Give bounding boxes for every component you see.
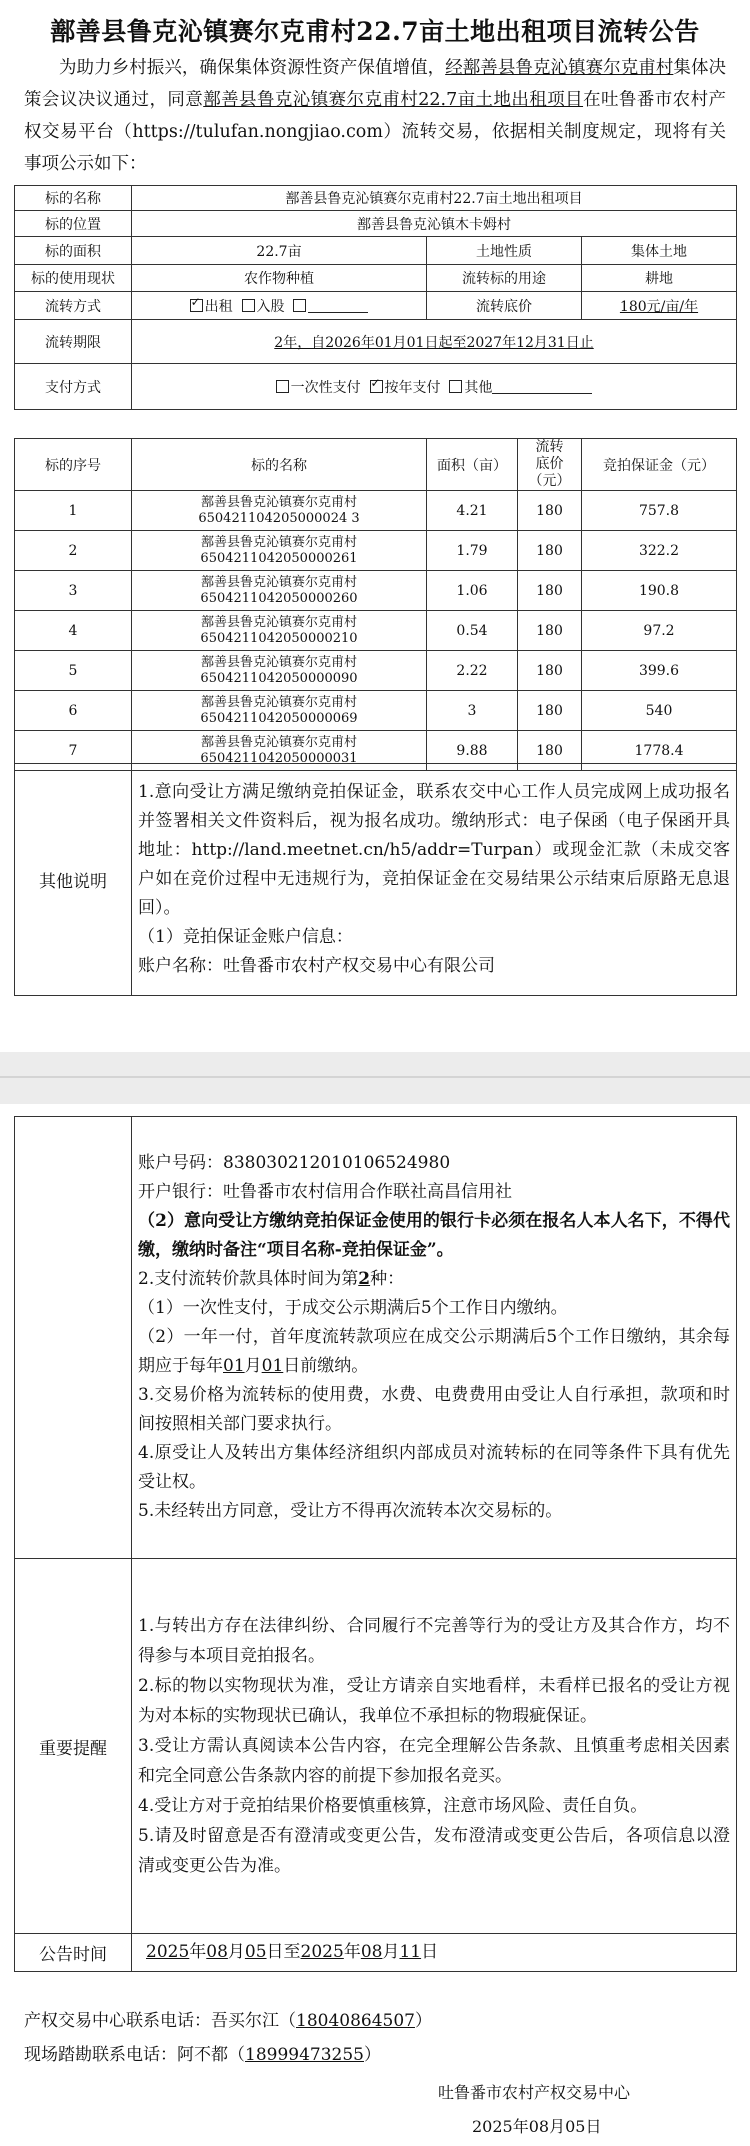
time-end-day: 11 (399, 1942, 422, 1962)
lots-header-no: 标的序号 (15, 439, 132, 491)
other-note-4: 账户号码：8380302120101065249​80 (138, 1153, 451, 1173)
lot-deposit: 190.8 (582, 571, 737, 611)
location-label: 标的位置 (15, 211, 132, 237)
checkbox-yearly[interactable] (370, 380, 383, 393)
lot-deposit: 757.8 (582, 491, 737, 531)
intro-underline-1: 经鄯善县鲁克沁镇赛尔克甫村 (445, 58, 674, 78)
other-note-9c: 月 (244, 1356, 262, 1376)
lot-no: 5 (15, 651, 132, 691)
other-note-3: 账户名称：吐鲁番市农村产权交易中心有限公司 (138, 956, 495, 976)
time-value (132, 1934, 737, 1972)
status-label: 标的使用现状 (15, 265, 132, 292)
time-start-year: 2025 (146, 1942, 190, 1962)
other-note-7a: 2.支付流转价款具体时间为第 (138, 1269, 359, 1289)
lot-code-text: 6504211042050000069 (200, 710, 358, 726)
lot-name-text: 鄯善县鲁克沁镇赛尔克甫村 (200, 734, 357, 750)
other-note-7b: 2 (358, 1269, 371, 1289)
lot-no: 3 (15, 571, 132, 611)
pay-option-other: 其他 (464, 379, 493, 396)
other-notes-table-part2 (14, 1116, 737, 1972)
checkbox-other[interactable] (293, 299, 306, 312)
signature-date: 2025年08月05日 (472, 2117, 602, 2136)
method-label: 流转方式 (15, 292, 132, 320)
lot-code-text: 6504211042050000261 (200, 550, 358, 566)
contact-1-label: 产权交易中心联系电话：吾买尔江（ (24, 2011, 296, 2031)
lot-code-text: 650421104205000024 3 (198, 510, 360, 526)
location-value: 鄯善县鲁克沁镇木卡姆村 (132, 211, 737, 237)
lot-price: 180 (518, 731, 582, 771)
lot-price: 180 (518, 651, 582, 691)
other-note-9b: 01 (223, 1356, 245, 1376)
pay-option-yearly: 按年支付 (384, 379, 441, 396)
lot-price: 180 (518, 571, 582, 611)
contact-2-label: 现场踏勘联系电话：阿不都（ (24, 2045, 245, 2065)
use-value: 耕地 (582, 265, 737, 292)
lot-name (132, 571, 427, 611)
time-end-year: 2025 (300, 1942, 344, 1962)
contact-1-end: ） (414, 2011, 432, 2031)
area-value: 22.7亩 (132, 237, 427, 265)
lot-code-text: 6504211042050000210 (200, 630, 358, 646)
lot-code-text: 6504211042050000260 (200, 590, 358, 606)
info-table (14, 185, 737, 410)
intro-text-3: 在吐鲁番市农村产权交易平台（https://tulufan.nongjiao.com）流转交易，依据相关制度规定，现将有关事项公示如下： (24, 90, 727, 174)
lot-no: 2 (15, 531, 132, 571)
lot-name (132, 531, 427, 571)
other-note-9 (138, 1323, 730, 1381)
lot-name-text: 鄯善县鲁克沁镇赛尔克甫村 (200, 654, 357, 670)
lot-name-text: 鄯善县鲁克沁镇赛尔克甫村 (200, 494, 357, 510)
lots-header-area: 面积（亩） (427, 439, 518, 491)
table-row (15, 651, 737, 691)
other-note-12: 5.未经转出方同意，受让方不得再次流转本次交易标的。 (138, 1501, 563, 1521)
floor-label: 流转底价 (427, 292, 582, 320)
contact-2-phone: 18999473255 (245, 2045, 364, 2065)
lots-header-price-1: 流转 (535, 439, 564, 455)
lots-header-name: 标的名称 (132, 439, 427, 491)
lot-price: 180 (518, 611, 582, 651)
intro-text-2: 集体决策会议决议通过，同意 (24, 58, 726, 110)
lot-name-text: 鄯善县鲁克沁镇赛尔克甫村 (200, 534, 357, 550)
table-row (15, 611, 737, 651)
lot-name-text: 鄯善县鲁克沁镇赛尔克甫村 (200, 694, 357, 710)
time-label: 公告时间 (15, 1934, 132, 1972)
lot-area: 9.88 (427, 731, 518, 771)
intro-underline-2: 鄯善县鲁克沁镇赛尔克甫村22.7亩土地出租项目 (203, 90, 584, 110)
lot-price: 180 (518, 691, 582, 731)
other-notes-content-1 (132, 764, 737, 996)
floor-value-text: 180元/亩/年 (619, 298, 699, 315)
period-value (132, 320, 737, 364)
other-note-9d: 01 (261, 1356, 284, 1376)
other-label-continued (15, 1117, 132, 1559)
contact-2-end: ） (363, 2045, 381, 2065)
name-value: 鄯善县鲁克沁镇赛尔克甫村22.7亩土地出租项目 (132, 186, 737, 211)
lot-area: 4.21 (427, 491, 518, 531)
remind-1: 1.与转出方存在法律纠纷、合同履行不完善等行为的受让方及其合作方，均不得参与本项目竞拍报名。 (138, 1616, 730, 1666)
other-notes-content-2 (132, 1117, 737, 1559)
area-label: 标的面积 (15, 237, 132, 265)
other-note-8: （1）一次性支付，于成交公示期满后5个工作日内缴纳。 (138, 1298, 568, 1318)
lots-header-price-2: 底价（元） (528, 456, 571, 489)
time-text-6: 日 (421, 1942, 439, 1962)
lot-name (132, 651, 427, 691)
remind-2: 2.标的物以实物现状为准，受让方请亲自实地看样，未看样已报名的受让方视为对本标的实物现状已确认，我单位不承担标的物瑕疵保证。 (138, 1676, 730, 1726)
lot-name (132, 491, 427, 531)
lot-deposit: 322.2 (582, 531, 737, 571)
time-end-month: 08 (360, 1942, 383, 1962)
time-text-1: 年 (189, 1942, 207, 1962)
remind-content (132, 1559, 737, 1934)
table-row (15, 691, 737, 731)
period-label: 流转期限 (15, 320, 132, 364)
checkbox-rent[interactable] (190, 299, 203, 312)
table-row (15, 491, 737, 531)
time-text-4: 年 (343, 1942, 361, 1962)
contact-2 (24, 2040, 381, 2065)
contact-1 (24, 2006, 432, 2031)
lot-price: 180 (518, 491, 582, 531)
pay-options (132, 364, 737, 410)
table-row (15, 571, 737, 611)
other-note-2: （1）竞拍保证金账户信息： (138, 927, 353, 947)
lots-header-deposit: 竞拍保证金（元） (582, 439, 737, 491)
use-label: 流转标的用途 (427, 265, 582, 292)
lots-body (15, 491, 737, 771)
other-note-9a: （2）一年一付，首年度流转款项应在成交公示期满后5个工作日缴纳，其余每期应于每年 (138, 1327, 730, 1376)
lot-area: 3 (427, 691, 518, 731)
other-note-5: 开户银行：吐鲁番市农村信用合作联社高昌信用社 (138, 1182, 512, 1202)
other-note-9e: 日前缴纳。 (283, 1356, 369, 1376)
other-note-7 (138, 1265, 730, 1294)
lot-name-text: 鄯善县鲁克沁镇赛尔克甫村 (200, 574, 357, 590)
lot-no: 6 (15, 691, 132, 731)
remind-4: 4.受让方对于竞拍结果价格要慎重核算，注意市场风险、责任自负。 (138, 1796, 648, 1816)
lot-deposit: 399.6 (582, 651, 737, 691)
time-text-5: 月 (382, 1942, 400, 1962)
lots-header-price (518, 439, 582, 491)
other-note-10: 3.交易价格为流转标的使用费，水费、电费费用由受让人自行承担，款项和时间按照相关部门要求执行。 (138, 1385, 730, 1434)
lot-name (132, 611, 427, 651)
method-option-share: 入股 (256, 298, 285, 315)
lot-name (132, 691, 427, 731)
lot-area: 1.79 (427, 531, 518, 571)
lot-area: 1.06 (427, 571, 518, 611)
page-divider (0, 1052, 750, 1104)
pay-label: 支付方式 (15, 364, 132, 410)
table-row (15, 531, 737, 571)
lot-no: 1 (15, 491, 132, 531)
intro-paragraph (24, 52, 726, 180)
lot-code-text: 6504211042050000031 (200, 750, 358, 766)
time-text-3: 日至 (266, 1942, 301, 1962)
status-value: 农作物种植 (132, 265, 427, 292)
lot-deposit: 1778.4 (582, 731, 737, 771)
intro-text-1: 为助力乡村振兴，确保集体资源性资产保值增值， (59, 58, 446, 78)
lot-no: 4 (15, 611, 132, 651)
other-note-7c: 种： (370, 1269, 405, 1289)
pay-other-blank (492, 379, 592, 394)
lots-table (14, 438, 737, 771)
remind-label: 重要提醒 (15, 1559, 132, 1934)
page-title: 鄯善县鲁克沁镇赛尔克甫村22.7亩土地出租项目流转公告 (50, 17, 700, 46)
checkbox-pay-other[interactable] (449, 380, 462, 393)
method-other-blank (308, 298, 368, 313)
remind-3: 3.受让方需认真阅读本公告内容，在完全理解公告条款、且慎重考虑相关因素和完全同意公告条款内容的前提下参加报名竞买。 (138, 1736, 730, 1786)
pay-option-lump-sum: 一次性支付 (290, 379, 361, 396)
time-start-day: 05 (244, 1942, 267, 1962)
nature-value: 集体土地 (582, 237, 737, 265)
name-label: 标的名称 (15, 186, 132, 211)
contact-1-phone: 18040864507 (296, 2011, 415, 2031)
method-options (132, 292, 427, 320)
other-notes-table-part1 (14, 763, 737, 996)
other-note-11: 4.原受让人及转出方集体经济组织内部成员对流转标的在同等条件下具有优先受让权。 (138, 1443, 730, 1492)
lot-no: 7 (15, 731, 132, 771)
other-note-1: 1.意向受让方满足缴纳竞拍保证金，联系农交中心工作人员完成网上成功报名并签署相关文件资料后，视为报名成功。缴纳形式：电子保函（电子保函开具地址：http://land.meetnet.cn/h5/addr=Turpan）或现金汇款（未成交客户如在竞价过程中无违规行为，竞拍保证金在交易结果公示结束后原路无息退回）。 (138, 782, 730, 918)
lot-code-text: 6504211042050000090 (200, 670, 358, 686)
time-text-2: 月 (227, 1942, 245, 1962)
remind-5: 5.请及时留意是否有澄清或变更公告，发布澄清或变更公告后，各项信息以澄清或变更公告为准。 (138, 1826, 730, 1876)
lot-name-text: 鄯善县鲁克沁镇赛尔克甫村 (200, 614, 357, 630)
lot-area: 2.22 (427, 651, 518, 691)
signature-org: 吐鲁番市农村产权交易中心 (438, 2083, 631, 2102)
checkbox-share[interactable] (242, 299, 255, 312)
lot-price: 180 (518, 531, 582, 571)
lot-deposit: 540 (582, 691, 737, 731)
floor-value (582, 292, 737, 320)
lot-deposit: 97.2 (582, 611, 737, 651)
other-note-6: （2）意向受让方缴纳竞拍保证金使用的银行卡必须在报名人本人名下，不得代缴，缴纳时备注“项目名称-竞拍保证金”。 (138, 1211, 730, 1260)
lot-area: 0.54 (427, 611, 518, 651)
method-option-rent: 出租 (204, 298, 233, 315)
time-start-month: 08 (206, 1942, 228, 1962)
period-value-text: 2年，自2026年01月01日起至2027年12月31日止 (274, 334, 594, 351)
nature-label: 土地性质 (427, 237, 582, 265)
checkbox-lump-sum[interactable] (276, 380, 289, 393)
other-label: 其他说明 (15, 764, 132, 996)
